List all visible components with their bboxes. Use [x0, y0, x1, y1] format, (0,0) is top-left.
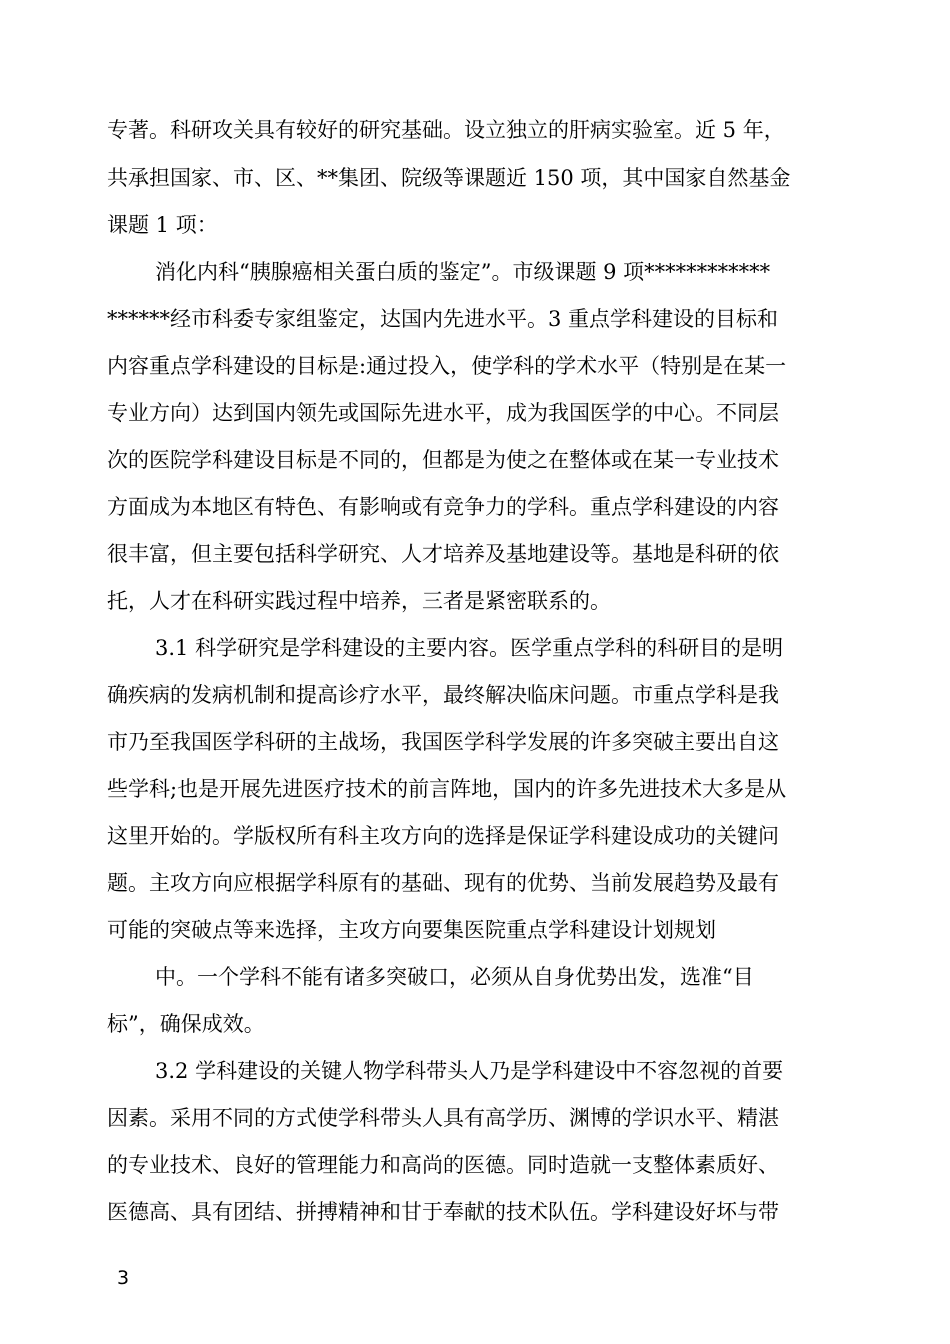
text-line: 市乃至我国医学科研的主战场，我国医学科学发展的许多突破主要出自这	[107, 730, 779, 754]
text-line: 题。主攻方向应根据学科原有的基础、现有的优势、当前发展趋势及最有	[107, 871, 779, 895]
text-line: 消化内科“胰腺癌相关蛋白质的鉴定”。市级课题 9 项************	[155, 260, 771, 284]
text-line: 这里开始的。学版权所有科主攻方向的选择是保证学科建设成功的关键问	[107, 824, 779, 848]
text-line: 内容重点学科建设的目标是:通过投入，使学科的学术水平（特别是在某一	[107, 354, 787, 378]
text-line: 很丰富，但主要包括科学研究、人才培养及基地建设等。基地是科研的依	[107, 542, 779, 566]
text-line: 课题 1 项：	[107, 213, 218, 237]
text-line: 些学科;也是开展先进医疗技术的前言阵地，国内的许多先进技术大多是从	[107, 777, 787, 801]
text-line: 3.2 学科建设的关键人物学科带头人乃是学科建设中不容忽视的首要	[155, 1059, 784, 1083]
text-line: 方面成为本地区有特色、有影响或有竞争力的学科。重点学科建设的内容	[107, 495, 779, 519]
page-number: 3	[117, 1267, 130, 1289]
text-line: 次的医院学科建设目标是不同的，但都是为使之在整体或在某一专业技术	[107, 448, 779, 472]
text-line: 专著。科研攻关具有较好的研究基础。设立独立的肝病实验室。近 5 年，	[107, 118, 785, 142]
text-line: 可能的突破点等来选择，主攻方向要集医院重点学科建设计划规划	[107, 918, 716, 942]
text-line: 专业方向）达到国内领先或国际先进水平，成为我国医学的中心。不同层	[107, 401, 779, 425]
text-line: 标”，确保成效。	[107, 1012, 265, 1036]
text-line: 3.1 科学研究是学科建设的主要内容。医学重点学科的科研目的是明	[155, 636, 784, 660]
text-line: 医德高、具有团结、拼搏精神和甘于奉献的技术队伍。学科建设好坏与带	[107, 1200, 779, 1224]
text-line: 共承担国家、市、区、**集团、院级等课题近 150 项，其中国家自然基金	[107, 166, 791, 190]
text-line: 托，人才在科研实践过程中培养，三者是紧密联系的。	[107, 589, 611, 613]
text-line: 中。一个学科不能有诸多突破口，必须从自身优势出发，选准“目	[155, 965, 754, 989]
text-line: ******经市科委专家组鉴定，达国内先进水平。3 重点学科建设的目标和	[107, 307, 779, 331]
text-line: 确疾病的发病机制和提高诊疗水平，最终解决临床问题。市重点学科是我	[107, 683, 779, 707]
text-line: 的专业技术、良好的管理能力和高尚的医德。同时造就一支整体素质好、	[107, 1153, 779, 1177]
text-line: 因素。采用不同的方式使学科带头人具有高学历、渊博的学识水平、精湛	[107, 1106, 779, 1130]
